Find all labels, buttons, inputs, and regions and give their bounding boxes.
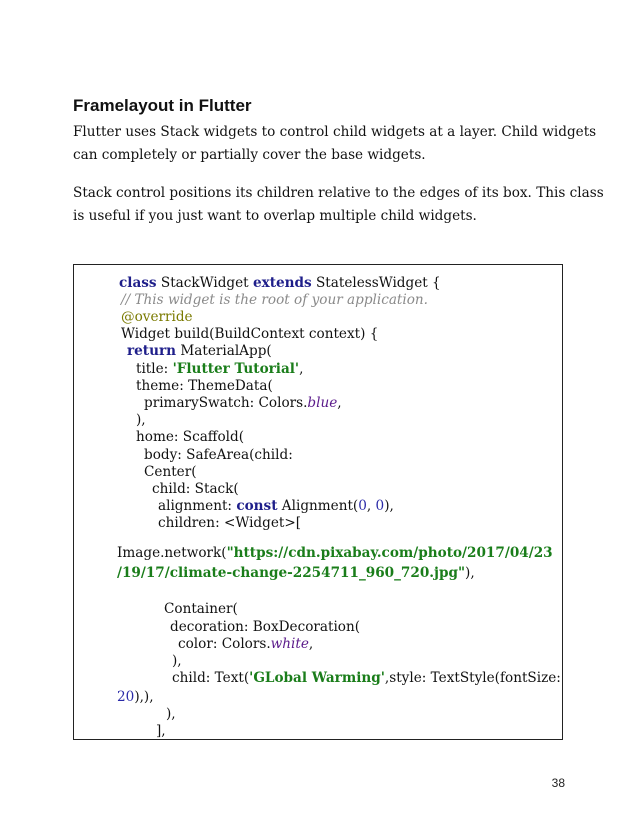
code-line: Widget build(BuildContext context) { bbox=[121, 326, 379, 342]
code-line: 20),), bbox=[117, 689, 154, 705]
paragraph-line: Flutter uses Stack widgets to control child widgets at a layer. Child widgets bbox=[73, 124, 597, 140]
code-line: home: Scaffold( bbox=[136, 429, 244, 445]
page-number: 38 bbox=[551, 776, 565, 790]
paragraph-line: is useful if you just want to overlap multiple child widgets. bbox=[73, 208, 477, 224]
section-heading: Framelayout in Flutter bbox=[73, 96, 252, 115]
intro-paragraph bbox=[73, 121, 597, 167]
code-line: @override bbox=[121, 309, 193, 325]
code-comment: // This widget is the root of your application. bbox=[121, 292, 429, 308]
code-line: /19/17/climate-change-2254711_960_720.jpg"), bbox=[117, 565, 475, 581]
code-line: Image.network("https://cdn.pixabay.com/photo/2017/04/23 bbox=[117, 545, 553, 561]
code-line: ], bbox=[156, 723, 166, 739]
code-line: color: Colors.white, bbox=[178, 636, 314, 652]
code-line: class StackWidget extends StatelessWidget { bbox=[119, 275, 441, 291]
code-line: alignment: const Alignment(0, 0), bbox=[158, 498, 394, 514]
code-line: children: <Widget>[ bbox=[158, 515, 302, 531]
code-line: title: 'Flutter Tutorial', bbox=[136, 361, 304, 377]
code-line: theme: ThemeData( bbox=[136, 378, 273, 394]
code-block bbox=[73, 264, 563, 740]
code-line: primarySwatch: Colors.blue, bbox=[144, 395, 342, 411]
paragraph-line: Stack control positions its children relative to the edges of its box. This class bbox=[73, 185, 604, 201]
paragraph-line: can completely or partially cover the base widgets. bbox=[73, 147, 426, 163]
code-line: ), bbox=[136, 412, 146, 428]
stack-description-paragraph bbox=[73, 182, 604, 228]
code-line: child: Text('GLobal Warming',style: TextStyle(fontSize: bbox=[172, 670, 561, 686]
code-line: ), bbox=[166, 706, 176, 722]
code-line: child: Stack( bbox=[152, 481, 239, 497]
code-line: Container( bbox=[164, 601, 238, 617]
code-line: Center( bbox=[144, 464, 197, 480]
code-line: ), bbox=[172, 653, 182, 669]
code-line: body: SafeArea(child: bbox=[144, 447, 293, 463]
code-line: return MaterialApp( bbox=[127, 343, 272, 359]
code-line: decoration: BoxDecoration( bbox=[170, 619, 361, 635]
